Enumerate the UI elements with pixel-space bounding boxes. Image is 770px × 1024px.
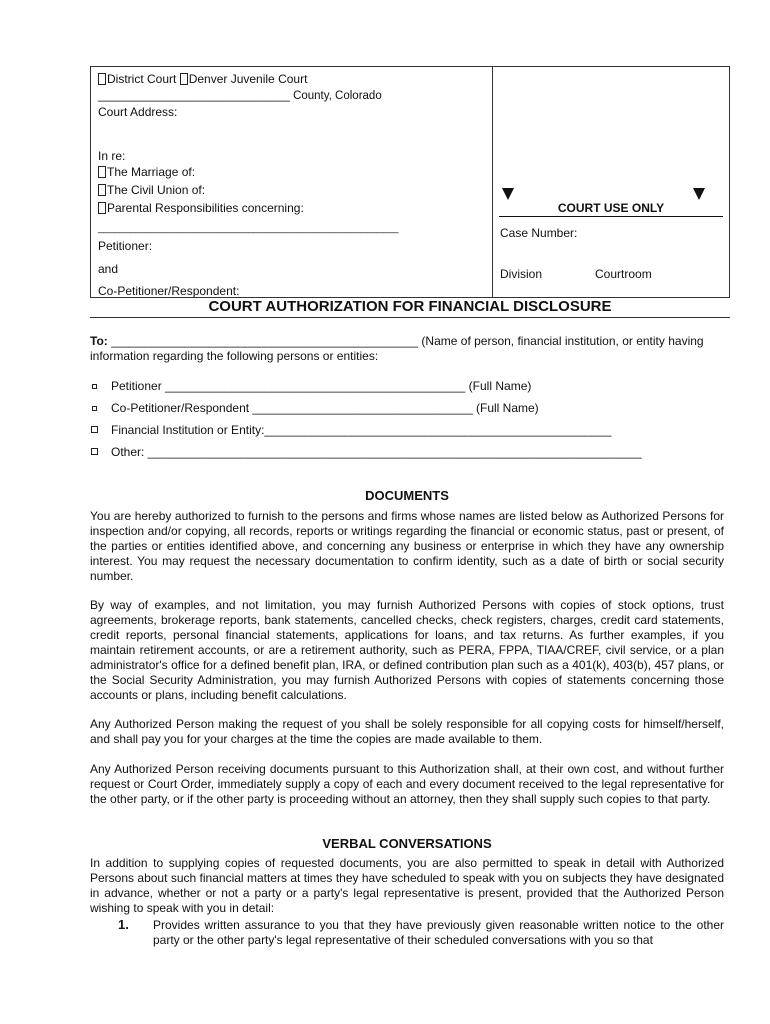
checkbox-icon[interactable] [91,448,98,455]
civil-union-label: The Civil Union of: [107,183,206,197]
to-blank-text[interactable]: ______________________________________________ (Name of person, financial institution, or entity having [107,334,704,348]
civil-union-checkbox[interactable] [98,184,106,196]
verbal-item-1-text: Provides written assurance to you that they have previously given reasonable written notice to the other party or the other party's legal representative of their scheduled conversations with you so that [153,918,724,947]
checkbox-icon[interactable] [91,426,98,433]
co-petitioner-label: Co-Petitioner/Respondent: [98,284,240,298]
list-number-1: 1. [118,917,129,932]
parental-line [98,201,304,215]
case-number-label: Case Number: [500,226,578,240]
party-name-blank[interactable]: ________________________________________________________ [98,223,399,234]
county-line: ______________________________ County, Colorado [98,90,382,102]
division-label: Division [500,267,543,281]
documents-paragraph-4: Any Authorized Person receiving documents pursuant to this Authorization shall, at their own cost, and without further request or Court Order, immediately supply a copy of each and every document received to the legal representative for the other party, or if the other party is proceeding without an attorney, then they shall supply such copies to that party. [90,762,724,806]
petitioner-item [90,379,531,394]
financial-institution-item-text: Financial Institution or Entity:____________________________________________________ [111,423,612,437]
co-petitioner-item-text: Co-Petitioner/Respondent _________________________________ (Full Name) [111,401,539,415]
down-arrow-icon [693,188,705,200]
document-title: COURT AUTHORIZATION FOR FINANCIAL DISCLOSURE [90,298,730,318]
case-caption-box [90,66,730,298]
down-arrow-icon [502,188,514,200]
petitioner-item-text: Petitioner _____________________________________________ (Full Name) [111,379,532,393]
marriage-checkbox[interactable] [98,166,106,178]
co-petitioner-item [90,401,539,416]
marriage-label: The Marriage of: [107,165,196,179]
and-label: and [98,262,119,276]
documents-paragraph-2: By way of examples, and not limitation, you may furnish Authorized Persons with copies of stock options, trust agreements, brokerage reports, bank statements, cancelled checks, check registers, charges, credit card statements, credit reports, personal financial statements, applications for loans, and tax returns. As further examples, if you maintain retirement accounts, or are a retirement authority, such as PERA, FPPA, TIAA/CREF, civil service, or a plan administrator's office for a defined benefit plan, IRA, or defined contribution plan such as a 401(k), 403(b), 457 plans, or the Social Security Administration, you may furnish Authorized Persons with copies of statements concerning those accounts or plans, including benefit calculations. [90,598,724,702]
juvenile-court-label: Denver Juvenile Court [188,72,308,86]
court-address-label: Court Address: [98,105,178,119]
to-label: To: [90,334,108,348]
petitioner-label: Petitioner: [98,239,153,253]
juvenile-court-checkbox[interactable] [180,73,188,85]
documents-paragraph-1: You are hereby authorized to furnish to the persons and firms whose names are listed below as Authorized Persons for inspection and/or copying, all records, reports or writings regarding the financial or economic status, past or present, of the parties or entities identified above, and concerning any business or enterprise in which they have any ownership interest. You may request the necessary documentation to confirm identity, such as a date of birth or social security number. [90,509,724,583]
verbal-paragraph-1: In addition to supplying copies of requested documents, you are also permitted to speak in detail with Authorized Persons about such financial matters at times they have scheduled to speak with you on subjects they have designated in advance, whether or not a party or a party's legal representative is present, provided that the Authorized Person wishing to speak with you in detail: [90,856,724,915]
parental-checkbox[interactable] [98,202,106,214]
other-item [90,445,642,460]
court-use-only-heading: COURT USE ONLY [499,201,723,217]
other-item-text: Other: __________________________________________________________________________ [111,445,642,459]
verbal-conversations-heading: VERBAL CONVERSATIONS [322,836,492,851]
to-line [90,334,724,349]
in-re-label: In re: [98,149,126,163]
checkbox-icon[interactable] [92,384,97,389]
district-court-label: District Court [107,72,177,86]
parental-label: Parental Responsibilities concerning: [107,201,304,215]
courtroom-label: Courtroom [595,267,652,281]
documents-heading: DOCUMENTS [365,488,449,503]
court-type-line [98,72,307,86]
documents-paragraph-3: Any Authorized Person making the request of you shall be solely responsible for all copying costs for himself/herself, and shall pay you for your charges at the time the copies are made available to them. [90,717,724,746]
to-line-continued: information regarding the following persons or entities: [90,349,379,363]
court-use-panel [493,67,729,297]
civil-union-line [98,183,205,197]
district-court-checkbox[interactable] [98,73,106,85]
caption-left-panel [91,67,493,297]
marriage-line [98,165,195,179]
financial-institution-item [90,423,611,438]
checkbox-icon[interactable] [92,406,97,411]
